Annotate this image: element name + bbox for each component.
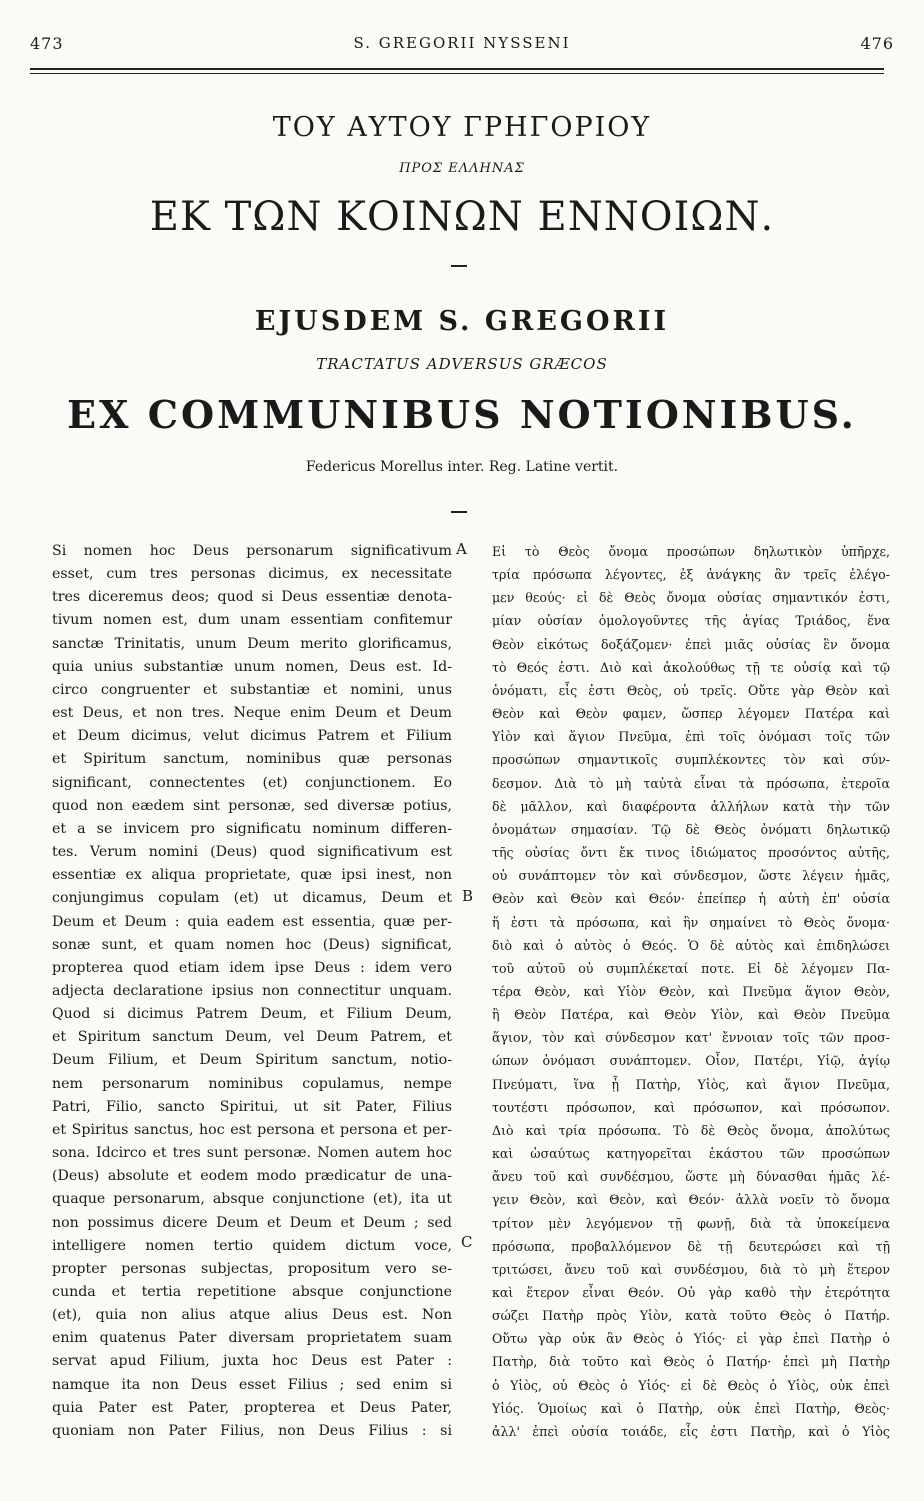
text-line: τὸ Θεός ἐστι. Διὸ καὶ ἀκολούθως τῇ τε οὐσίᾳ καὶ τῷ [492,659,890,675]
text-line: enim quatenus Pater diversam proprietatem suam [52,1330,452,1347]
text-line: ὁ Υἱὸς, οὐ Θεὸς ὁ Υἱός· εἰ δὲ Θεὸς ὁ Υἱὸς, οὐκ ἐπεὶ [492,1377,890,1393]
text-line: Quod si dicimus Patrem Deum, et Filium Deum, [52,1006,452,1023]
page-number-right: 476 [860,34,894,53]
text-line: καὶ ἕτερον εἶναι Θεόν. Οὐ γὰρ καθὸ τὴν ἑτερότητα [492,1285,890,1300]
margin-marker-a: A [456,540,467,558]
text-line: essentiæ ex aliqua proprietate, quæ ipsi inest, non [52,867,452,884]
text-line: δὲ μᾶλλον, καὶ διαφέροντα ἀλλήλων κατὰ τὴν τῶν [492,798,890,814]
text-line: τοῦ αὐτοῦ οὐ συμπλέκεταί ποτε. Εἰ δὲ λέγομεν Πα- [492,960,890,976]
text-line: Πατὴρ, διὰ τοῦτο καὶ Θεὸς ὁ Πατήρ· ἐπεὶ μὴ Πατὴρ [492,1354,890,1370]
header-rule [30,68,884,70]
text-line: ἄνευ τοῦ καὶ συνδέσμου, ὥστε μὴ δύνασθαι ἡμᾶς λέ- [492,1169,890,1185]
latin-title-line3: EX COMMUNIBUS NOTIONIBUS. [67,392,857,437]
text-line: propter personas subjectas, propositum vero se- [52,1260,452,1277]
text-line: adjecta declaratione ipsius non connectitur unquam. [52,982,452,999]
margin-marker-b: B [462,887,474,905]
text-line: Διὸ καὶ τρία πρόσωπα. Τὸ δὲ Θεὸς ὄνομα, ἀπολύτως [492,1122,890,1138]
text-line: Deum Filium, et Deum Spiritum sanctum, notio- [52,1052,452,1069]
text-line: sanctæ Trinitatis, unum Deum merito glorificamus, [52,635,452,652]
running-title: S. GREGORII NYSSENI [353,34,571,52]
text-line: tes. Verum nomini (Deus) quod significativum est [52,844,452,861]
text-line: τριτώσει, ἄνευ τοῦ καὶ συνδέσμου, διὰ τὸ μὴ ἕτερον [492,1261,890,1277]
text-line: Εἰ τὸ Θεὸς ὄνομα προσώπων δηλωτικὸν ὑπῆρχε, [492,544,890,559]
text-line: quod non eædem sint personæ, sed diversæ potius, [52,797,452,814]
text-line: γειν Θεὸν, καὶ Θεὸν, καὶ Θεόν· ἀλλὰ νοεῖν τὸ ὄνομα [492,1192,890,1208]
body-divider [451,511,467,513]
text-line: τρία πρόσωπα λέγοντες, ἐξ ἀνάγκης ἂν τρεῖς ἐλέγο- [492,567,890,583]
text-line: δεσμον. Διὰ τὸ μὴ ταὐτὰ εἶναι τὰ πρόσωπα, ἑτεροῖα [492,775,890,791]
text-line: Θεὸν καὶ Θεὸν φαμεν, ὥσπερ λέγομεν Πατέρα καὶ [492,706,890,722]
text-line: Πνεύματι, ἵνα ᾖ Πατὴρ, Υἱὸς, καὶ ἅγιον Πνεῦμα, [492,1076,890,1092]
text-line: namque ita non Deus esset Filius ; sed enim si [52,1376,452,1393]
text-line: est Deus, et non tres. Neque enim Deum et Deum [52,705,452,722]
text-line: non possimus dicere Deum et Deum et Deum ; sed [52,1214,452,1231]
text-line: ἅγιον, τὸν καὶ σύνδεσμον κατ' ἔννοιαν τοῖς τῶν προσ- [492,1030,890,1046]
text-line: μεν θεούς· εἰ δὲ Θεὸς ὄνομα οὐσίας σημαντικόν ἐστι, [492,590,890,606]
text-line: quoniam non Pater Filius, non Deus Filius : si [52,1422,452,1439]
text-line: Θεὸν καὶ Θεὸν καὶ Θεόν· ἐπείπερ ἡ αὐτὴ ἐπ' οὐσία [492,891,890,907]
text-line: et Spiritum sanctum Deum, vel Deum Patrem, et [52,1029,452,1046]
text-line: conjungimus copulam (et) ut dicamus, Deum et [52,890,452,907]
text-line: μίαν οὐσίαν ὁμολογοῦντες τῆς ἁγίας Τριάδος, ἕνα [492,613,890,629]
text-line: πρόσωπα, προβαλλόμενον δὲ τῇ δευτερώσει καὶ τῇ [492,1238,890,1254]
text-line: διὸ καὶ ὁ αὐτὸς ὁ Θεός. Ὁ δὲ αὐτὸς καὶ ἐπιδηλώσει [492,937,890,953]
title-divider [451,265,467,267]
text-line: σώζει Πατὴρ πρὸς Υἱὸν, κατὰ τοῦτο Θεὸς ὁ Πατήρ. [492,1308,890,1324]
text-line: καὶ ὡσαύτως κατηγορεῖται ἑκάστου τῶν προσώπων [492,1146,890,1162]
text-line: (Deus) absolute et eodem modo prædicatur de una- [52,1168,452,1185]
text-line: tres diceremus deos; quod si Deus essentiæ denota- [52,589,452,606]
text-line: quaque personarum, absque conjunctione (et), ita ut [52,1191,452,1208]
text-line: οὐ συνάπτομεν τὸν καὶ σύνδεσμον, ὥστε λέγειν ἡμᾶς, [492,868,890,884]
text-line: ἀλλ' ἐπεὶ οὐσία τοιάδε, εἷς ἐστι Πατὴρ, καὶ ὁ Υἱὸς [492,1423,890,1439]
text-line: cunda et tertia repetitione absque conjunctione [52,1284,452,1300]
text-line: ὀνόματι, εἷς ἐστι Θεὸς, οὐ τρεῖς. Οὔτε γὰρ Θεὸν καὶ [492,682,890,698]
text-line: τέρα Θεὸν, καὶ Υἱὸν Θεὸν, καὶ Πνεῦμα ἅγιον Θεὸν, [492,983,890,999]
text-line: τουτέστι πρόσωπον, καὶ πρόσωπον, καὶ πρόσωπον. [492,1099,890,1115]
text-line: et Deum dicimus, velut dicimus Patrem et Filium [52,728,452,745]
text-line: sonæ sunt, et quam nomen hoc (Deus) significat, [52,936,452,953]
page-number-left: 473 [30,34,64,53]
text-line: tivum nomen est, dum unam essentiam confitemur [52,612,452,629]
text-line: intelligere nomen tertio quidem dictum voce, [52,1237,452,1254]
text-line: nem personarum nominibus copulamus, nempe [52,1075,452,1092]
text-line: ἢ Θεὸν Πατέρα, καὶ Θεὸν Υἱὸν, καὶ Θεὸν Πνεῦμα [492,1007,890,1023]
text-line: Si nomen hoc Deus personarum significativum [52,543,452,559]
greek-title-line2: ΠΡΟΣ ΕΛΛΗΝΑΣ [399,161,525,176]
text-line: circo congruenter et substantiæ et nomini, unus [52,681,452,698]
latin-column [52,540,452,1443]
text-line: (et), quia non alius atque alius Deus est. Non [52,1307,452,1324]
text-line: quia Pater est Pater, propterea et Deus Pater, [52,1399,452,1416]
header-rule-thin [30,73,884,74]
text-line: et a se invicem pro significatu nominum differen- [52,820,452,837]
latin-title-line1: EJUSDEM S. GREGORII [254,306,670,337]
text-line: et Spiritum sanctum, nominibus quæ personas [52,751,452,768]
text-line: servat apud Filium, juxta hoc Deus est Pater : [52,1353,452,1370]
text-line: ὀνομάτων σημασίαν. Τῷ δὲ Θεὸς ὀνόματι δηλωτικῷ [492,821,890,837]
greek-title-line3: ΕΚ ΤΩΝ ΚΟΙΝΩΝ ΕΝΝΟΙΩΝ. [149,194,775,240]
text-line: sona. Idcirco et tres sunt personæ. Nomen autem hoc [52,1145,452,1162]
text-line: propterea quod etiam idem ipse Deus : idem vero [52,959,452,976]
text-line: προσώπων σημαντικοῖς συμπλέκοντες τὸν καὶ σύν- [492,752,890,768]
text-line: Θεὸν εἰκότως δοξάζομεν· ἐπεὶ μιᾶς οὐσίας ἓν ὄνομα [492,636,890,652]
text-line: τῆς οὐσίας ὄντι ἔκ τινος ἰδιώματος προσόντος αὐτῆς, [492,845,890,861]
greek-column [492,540,890,1443]
running-header [30,34,894,56]
text-line: et Spiritus sanctus, hoc est persona et persona et per- [52,1121,452,1138]
text-line: Deum et Deum : quia eadem est essentia, quæ per- [52,913,452,930]
latin-title-line2: TRACTATUS ADVERSUS GRÆCOS [316,355,608,373]
text-line: Patri, Filio, sancto Spiritui, ut sit Pater, Filius [52,1098,452,1115]
text-line: ώπων ὀνόμασι συνάπτομεν. Οἷον, Πατέρι, Υἱῷ, ἁγίῳ [492,1053,890,1069]
text-line: ἥ ἐστι τὰ πρόσωπα, καὶ ἣν σημαίνει τὸ Θεὸς ὄνομα· [492,914,890,930]
text-line: significant, connectentes (et) conjunctionem. Eo [52,774,452,791]
margin-marker-c: C [461,1233,473,1251]
text-line: esset, cum tres personas dicimus, ex necessitate [52,566,452,583]
text-line: Υἱὸν καὶ ἅγιον Πνεῦμα, ἐπὶ τοῖς ὀνόμασι τοῖς τῶν [492,729,890,745]
text-line: Οὕτω γὰρ οὐκ ἂν Θεὸς ὁ Υἱός· εἰ γὰρ ἐπεὶ Πατὴρ ὁ [492,1331,890,1347]
text-line: Υἱός. Ὁμοίως καὶ ὁ Πατὴρ, οὐκ ἐπεὶ Πατὴρ, Θεὸς· [492,1400,890,1416]
text-line: quia unius substantiæ unum nomen, Deus est. Id- [52,658,452,675]
text-line: τρίτον μὲν λεγόμενον τῇ φωνῇ, διὰ τὰ ὑποκείμενα [492,1215,890,1231]
greek-title-line1: ΤΟΥ ΑΥΤΟΥ ΓΡΗΓΟΡΙΟΥ [272,112,652,143]
translator-note: Federicus Morellus inter. Reg. Latine vertit. [305,459,619,475]
